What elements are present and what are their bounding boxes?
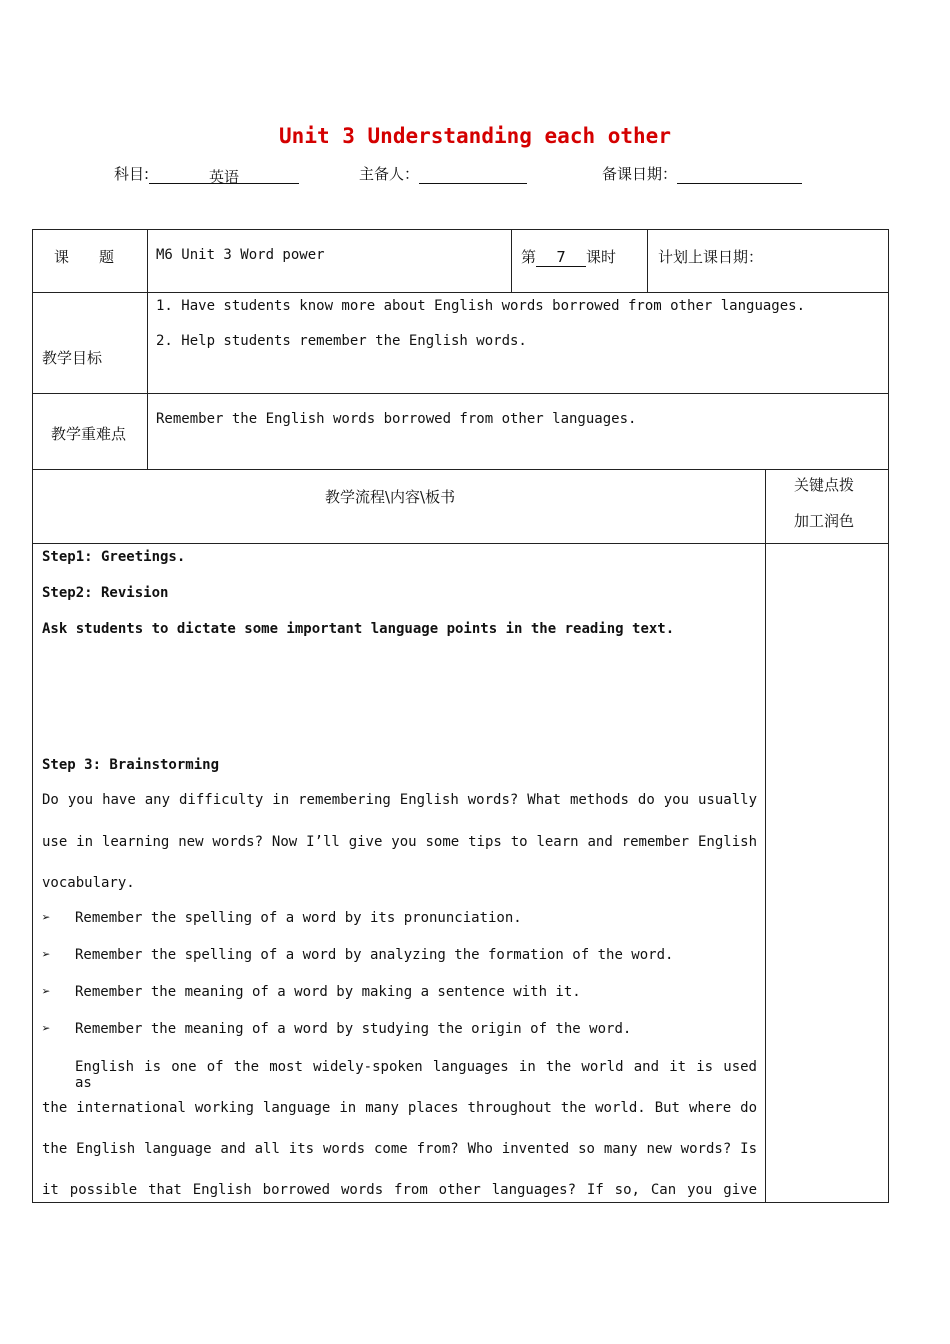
table-border-left [32,229,33,1203]
side-header-line1: 关键点拨 [794,476,855,494]
preparer-field [359,163,527,184]
date-label: 备课日期： [602,165,678,183]
preparer-value [419,166,527,184]
table-border-bottom [32,1202,889,1203]
preparer-label: 主备人： [359,165,420,183]
key-points-label: 教学重难点 [51,425,127,443]
tip-item [42,984,581,1000]
paragraph-line: it possible that English borrowed words from other languages? If so, Can you give [42,1182,757,1198]
row-divider [32,543,889,544]
step2-text: Ask students to dictate some important language points in the reading text. [42,621,675,637]
goals-label: 教学目标 [42,349,103,367]
date-value [677,166,802,184]
document-title: Unit 3 Understanding each other [279,124,671,148]
date-field [602,163,802,184]
goal-item: 2. Help students remember the English words. [156,333,527,349]
paragraph-line: Do you have any difficulty in remembering English words? What methods do you usually [42,792,757,808]
table-border-top [32,229,889,230]
subject-field [114,163,299,184]
tip-text: Remember the meaning of a word by making a sentence with it. [75,984,581,1000]
step2-heading: Step2: Revision [42,585,169,601]
tip-item [42,1021,632,1037]
column-divider [511,229,512,293]
subject-value: 英语 [149,166,299,184]
plan-date-label: 计划上课日期： [658,248,764,266]
paragraph-line: English is one of the most widely-spoken languages in the world and it is used as [75,1059,757,1091]
key-points-value: Remember the English words borrowed from other languages. [156,411,637,427]
process-header: 教学流程\内容\板书 [325,488,456,506]
tip-text: Remember the spelling of a word by analyzing the formation of the word. [75,947,674,963]
paragraph-line: the English language and all its words come from? Who invented so many new words? Is [42,1141,757,1157]
column-divider [147,229,148,470]
tip-item [42,910,522,926]
side-header-line2: 加工润色 [794,512,855,530]
topic-label: 课 题 [54,248,115,266]
goal-item: 1. Have students know more about English words borrowed from other languages. [156,298,806,314]
row-divider [32,292,889,293]
arrow-bullet-icon: ➢ [42,984,51,1000]
step3-heading: Step 3: Brainstorming [42,757,220,773]
arrow-bullet-icon: ➢ [42,910,51,926]
arrow-bullet-icon: ➢ [42,947,51,963]
paragraph-line: use in learning new words? Now I’ll give you some tips to learn and remember English [42,834,757,850]
tip-text: Remember the spelling of a word by its pronunciation. [75,910,522,926]
tip-item [42,947,674,963]
table-border-right [888,229,889,1203]
tip-text: Remember the meaning of a word by studying the origin of the word. [75,1021,632,1037]
row-divider [32,469,889,470]
paragraph-line: vocabulary. [42,875,135,891]
lesson-number-field [521,246,616,267]
column-divider [647,229,648,293]
paragraph-line: the international working language in many places throughout the world. But where do [42,1100,757,1116]
lesson-suffix: 课时 [586,248,617,266]
step1-heading: Step1: Greetings. [42,549,186,565]
column-divider [765,469,766,1203]
topic-value: M6 Unit 3 Word power [156,247,325,263]
row-divider [32,393,889,394]
arrow-bullet-icon: ➢ [42,1021,51,1037]
subject-label: 科目: [114,165,150,183]
lesson-prefix: 第 [521,248,537,266]
lesson-number: 7 [536,248,586,267]
